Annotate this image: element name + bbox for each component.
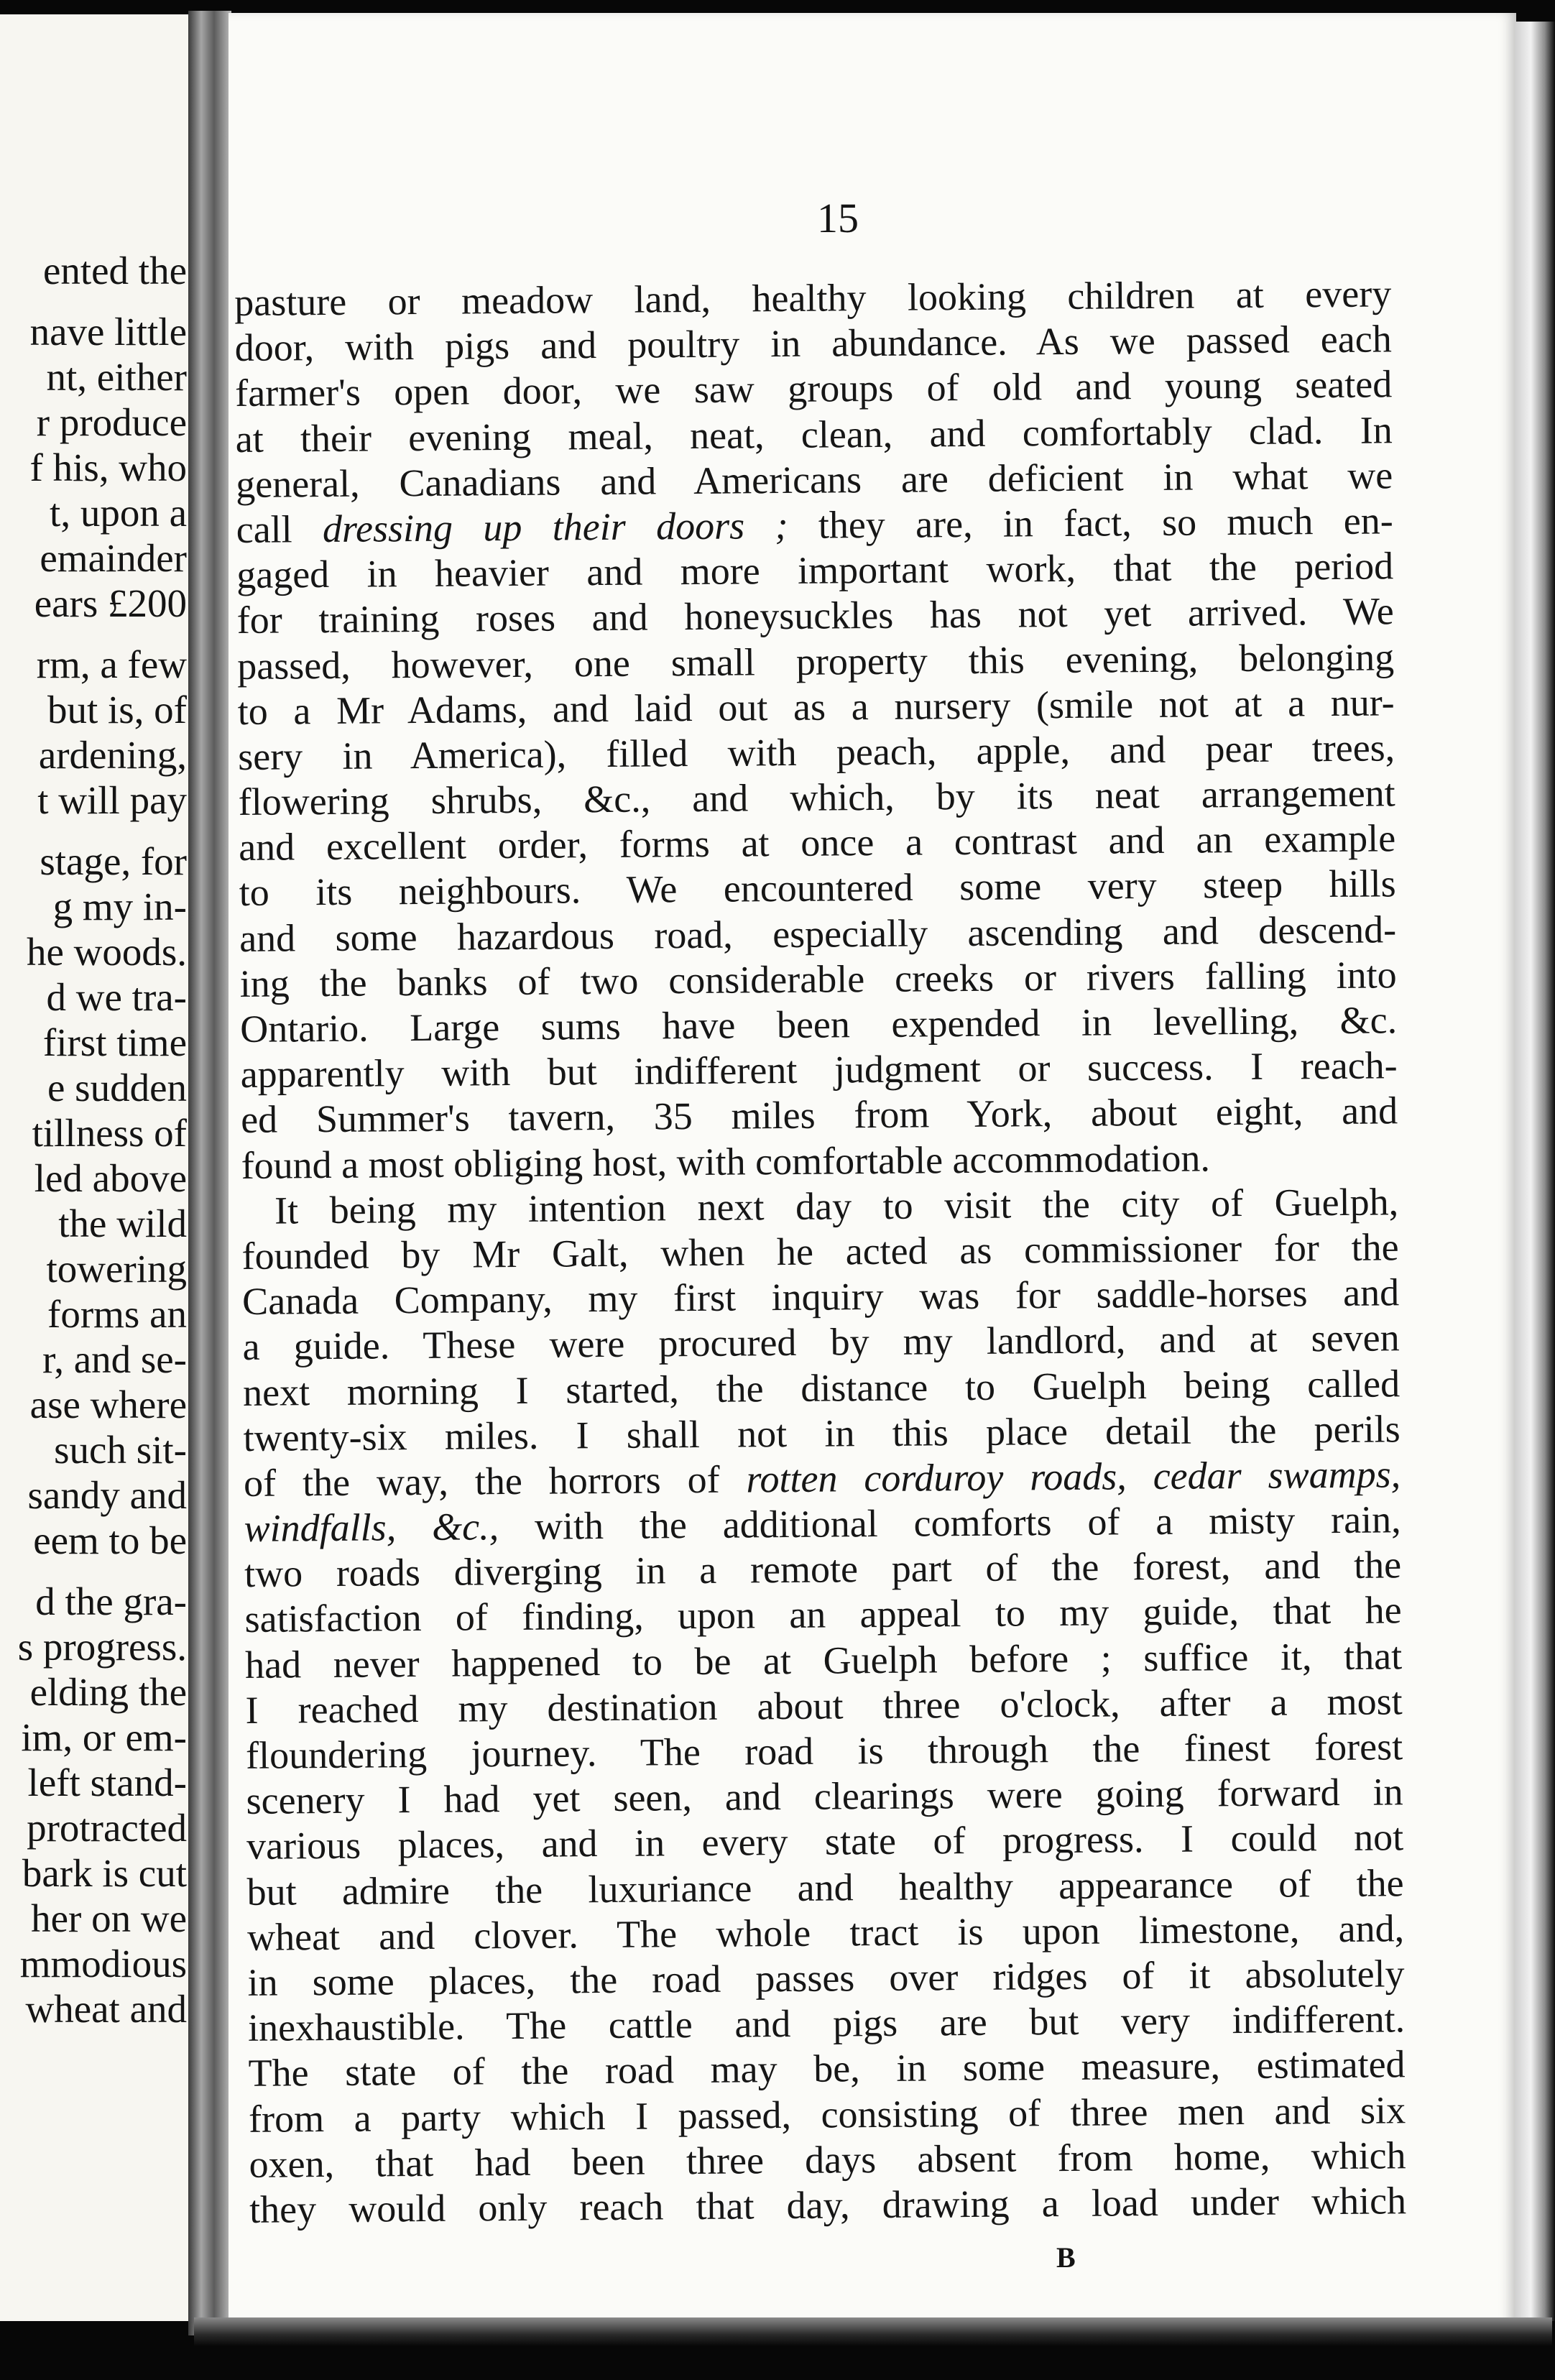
previous-page-line: rm, a few <box>36 642 187 686</box>
previous-page-line: eem to be <box>33 1518 187 1562</box>
page-body-text <box>234 271 1406 2233</box>
text-line: but admire the luxuriance and healthy appearance of the <box>246 1860 1404 1914</box>
previous-page-line: emainder <box>40 536 187 580</box>
text-line: sery in America), filled with peach, apple, and pear trees, <box>237 726 1395 778</box>
previous-page-line: ented the <box>42 249 187 292</box>
text-line: founded by Mr Galt, when he acted as commissioner for the <box>241 1225 1399 1278</box>
previous-page-line: f his, who <box>29 446 187 489</box>
text-run: with the additional comforts of a misty rain, <box>498 1498 1401 1549</box>
previous-page-line: ears £200 <box>34 581 187 625</box>
text-line: and some hazardous road, especially ascending and descend- <box>239 907 1397 960</box>
previous-page-line: g my in- <box>52 885 187 928</box>
previous-page-line: nt, either <box>46 355 187 399</box>
text-line: ing the banks of two considerable creeks or rivers falling into <box>239 953 1397 1005</box>
text-line: in some places, the road passes over ridges of it absolutely <box>247 1952 1405 2004</box>
text-run: call <box>236 507 323 551</box>
text-line: twenty-six miles. I shall not in this place detail the perils <box>243 1406 1401 1459</box>
previous-page-line: ase where <box>29 1383 187 1426</box>
text-line: next morning I started, the distance to Guelph being called <box>242 1361 1401 1414</box>
text-line: flowering shrubs, &c., and which, by its neat arrangement <box>238 771 1395 824</box>
text-line: apparently with but indifferent judgment or success. I reach- <box>240 1043 1398 1097</box>
text-run: they are, in fact, so much en- <box>788 499 1393 547</box>
text-line: satisfaction of finding, upon an appeal to my guide, that he <box>244 1588 1402 1641</box>
previous-page-line: d the gra- <box>35 1579 187 1623</box>
text-line: general, Canadians and Americans are deficient in what we <box>235 453 1393 506</box>
text-line: ed Summer's tavern, 35 miles from York, about eight, and <box>240 1089 1398 1142</box>
previous-page-line: stage, for <box>40 839 187 883</box>
text-line: Ontario. Large sums have been expended in levelling, &c. <box>239 998 1398 1051</box>
paragraph-gap <box>0 626 187 642</box>
previous-page-line: t, upon a <box>50 491 187 535</box>
text-line: It being my intention next day to visit the city of Guelph, <box>274 1180 1399 1232</box>
text-line: had never happened to be at Guelph before ; suffice it, that <box>244 1633 1403 1687</box>
previous-page-line: wheat and <box>25 1987 187 2031</box>
previous-page-line: mmodious <box>19 1942 187 1985</box>
text-line: two roads diverging in a remote part of the forest, and the <box>244 1543 1402 1596</box>
previous-page-line: first time <box>42 1020 187 1064</box>
text-line: a guide. These were procured by my landlord, and at seven <box>242 1316 1400 1369</box>
text-line: they would only reach that day, drawing a load under which <box>249 2179 1407 2231</box>
previous-page-line: he woods. <box>26 930 187 974</box>
page-number: 15 <box>817 195 859 241</box>
paragraph-gap <box>0 1563 187 1579</box>
text-line: to its neighbours. We encountered some very steep hills <box>239 862 1396 915</box>
italic-phrase: windfalls, &c., <box>244 1505 499 1551</box>
text-line: farmer's open door, we saw groups of old and young seated <box>235 362 1393 415</box>
previous-page-strip <box>0 14 203 2321</box>
book-gutter <box>188 11 231 2335</box>
signature-mark: B <box>1056 2241 1076 2274</box>
text-run: of the way, the horrors of <box>243 1457 747 1505</box>
previous-page-line: left stand- <box>27 1761 187 1804</box>
previous-page-line: forms an <box>47 1292 187 1336</box>
previous-page-line: r, and se- <box>42 1337 187 1381</box>
text-line: scenery I had yet seen, and clearings were going forward in <box>246 1770 1403 1823</box>
previous-page-line: towering <box>46 1247 187 1291</box>
previous-page-line: s progress. <box>17 1625 187 1669</box>
text-line: for training roses and honeysuckles has not yet arrived. We <box>236 589 1394 642</box>
text-line: I reached my destination about three o'clock, after a most <box>245 1679 1403 1732</box>
previous-page-line: tillness of <box>32 1111 187 1155</box>
text-line: pasture or meadow land, healthy looking children at every <box>234 272 1392 324</box>
previous-page-line: r produce <box>36 400 187 444</box>
text-line: found a most obliging host, with comfortable accommodation. <box>241 1135 1211 1187</box>
text-line: from a party which I passed, consisting of three men and six <box>248 2088 1406 2141</box>
text-line: gaged in heavier and more important work, that the period <box>236 544 1394 597</box>
text-line: to a Mr Adams, and laid out as a nursery (smile not at a nur- <box>237 681 1395 733</box>
previous-page-line: her on we <box>31 1896 187 1940</box>
page-bottom-shadow <box>194 2317 1552 2346</box>
text-line: at their evening meal, neat, clean, and comfortably clad. In <box>235 407 1393 461</box>
previous-page-line: but is, of <box>47 688 187 732</box>
previous-page-line: elding the <box>29 1670 187 1714</box>
previous-page-line: e sudden <box>47 1066 187 1110</box>
italic-phrase: rotten corduroy roads, cedar swamps, <box>746 1452 1401 1501</box>
previous-page-line: ardening, <box>38 733 187 777</box>
text-line: Canada Company, my first inquiry was for saddle-horses and <box>241 1270 1400 1324</box>
text-line: various places, and in every state of progress. I could not <box>246 1815 1404 1868</box>
previous-page-line: bark is cut <box>22 1851 187 1895</box>
previous-page-line: sandy and <box>27 1473 187 1517</box>
previous-page-line: protracted <box>27 1806 187 1850</box>
text-line: inexhaustible. The cattle and pigs are but very indifferent. <box>247 1997 1406 2050</box>
text-line: passed, however, one small property this evening, belonging <box>236 635 1395 688</box>
previous-page-line: nave little <box>29 310 187 354</box>
text-line: and excellent order, forms at once a contrast and an example <box>238 816 1396 870</box>
text-line: door, with pigs and poultry in abundance. As we passed each <box>234 317 1392 370</box>
text-line: wheat and clover. The whole tract is upon limestone, and, <box>246 1906 1405 1959</box>
text-line: oxen, that had been three days absent from home, which <box>249 2133 1406 2186</box>
page-edge <box>1515 22 1555 2321</box>
text-line: floundering journey. The road is through the finest forest <box>245 1725 1403 1777</box>
previous-page-line: im, or em- <box>21 1715 187 1759</box>
text-line: The state of the road may be, in some measure, estimated <box>248 2042 1406 2095</box>
previous-page-line: led above <box>34 1156 187 1200</box>
previous-page-line: such sit- <box>54 1428 187 1472</box>
paragraph-gap <box>0 293 187 309</box>
previous-page-line: the wild <box>58 1201 187 1245</box>
previous-page-line: d we tra- <box>46 975 187 1019</box>
paragraph-gap <box>0 823 187 839</box>
italic-phrase: dressing up their doors ; <box>322 503 788 550</box>
previous-page-text <box>0 248 187 2031</box>
previous-page-line: t will pay <box>37 778 187 822</box>
